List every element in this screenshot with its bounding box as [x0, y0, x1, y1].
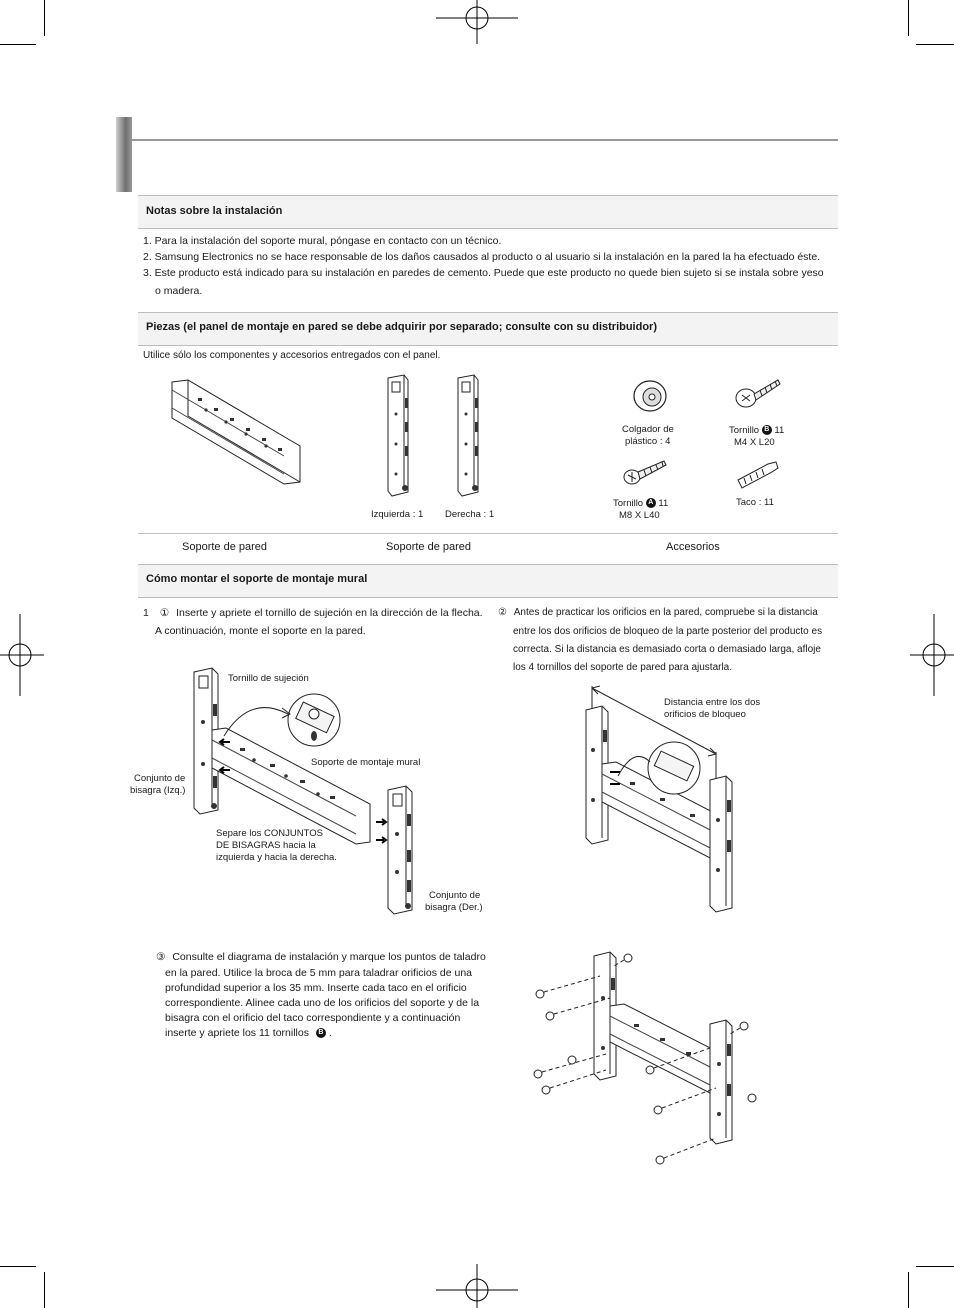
- screw-m4-size: M4 X L20: [734, 437, 775, 448]
- screw-m4-icon: [734, 378, 782, 412]
- screw-m8-count: 11: [658, 498, 669, 509]
- title-rule: [132, 139, 838, 141]
- crop-mark: [0, 1266, 36, 1267]
- note-3-cont: o madera.: [155, 285, 203, 297]
- anchor-label: Taco : 11: [736, 497, 774, 508]
- crop-mark: [916, 1266, 954, 1267]
- step2-line2: entre los dos orificios de bloqueo de la parte posterior del producto es: [513, 626, 823, 637]
- screw-m8-name: Tornillo: [613, 498, 644, 509]
- footer-hinges: Soporte de pared: [386, 541, 472, 553]
- fig1-hinge-right-1: Conjunto de: [429, 890, 481, 901]
- step2-line1: [498, 604, 818, 622]
- step1-text-1: Inserte y apriete el tornillo de sujeción en la dirección de la flecha.: [176, 607, 483, 619]
- parts-footer-rule: [138, 533, 838, 534]
- screw-m4-count: 11: [774, 425, 785, 436]
- step2-line3: correcta. Si la distancia es demasiado corta o demasiado larga, afloje: [513, 644, 821, 655]
- registration-mark-right: [910, 614, 954, 696]
- screw-m8-label: [613, 498, 668, 510]
- registration-mark-left: [0, 614, 44, 696]
- plastic-hanger-icon: [630, 378, 672, 414]
- screw-b-icon: B: [762, 425, 772, 435]
- notes-header-text: Notas sobre la instalación: [146, 205, 283, 217]
- step3-line4: correspondiente. Alinee cada uno de los orificios del soporte y de la: [165, 997, 480, 1009]
- assembly-figure-1: [190, 664, 430, 920]
- step3-line1: [156, 950, 486, 965]
- screw-a-icon: A: [646, 498, 656, 508]
- registration-mark-bottom: [436, 1264, 518, 1308]
- step2-marker: ②: [498, 607, 507, 618]
- step3-line2: en la pared. Utilice la broca de 5 mm para taladrar orificios de una: [165, 967, 472, 979]
- step3-text-6: inserte y apriete los 11 tornillos: [165, 1027, 309, 1039]
- fig1-separate-1: Separe los CONJUNTOS: [216, 828, 323, 839]
- assembly-figure-3: [530, 948, 780, 1168]
- crop-mark: [916, 44, 954, 45]
- fig1-hinge-left-1: Conjunto de: [134, 773, 186, 784]
- hinge-left-illustration: [384, 374, 414, 500]
- crop-mark: [44, 1272, 45, 1308]
- fig1-bracket-label: Soporte de montaje mural: [311, 757, 421, 768]
- parts-intro: Utilice sólo los componentes y accesorios entregados con el panel.: [143, 350, 441, 361]
- screw-m8-size: M8 X L40: [619, 510, 660, 521]
- crop-mark: [908, 0, 909, 36]
- wall-plate-illustration: [168, 378, 304, 484]
- step2-line4: los 4 tornillos del soporte de pared para ajustarla.: [513, 662, 733, 673]
- parts-header: [138, 312, 838, 346]
- step3-marker: ③: [156, 951, 166, 963]
- notes-header: [138, 195, 838, 229]
- step3-line5: bisagra con el orificio del taco correspondiente y a continuación: [165, 1012, 461, 1024]
- fig1-separate-2: DE BISAGRAS hacia la: [216, 840, 316, 851]
- footer-accessories: Accesorios: [666, 541, 720, 553]
- mount-header: [138, 564, 838, 598]
- step3-end: .: [328, 1027, 332, 1039]
- wall-anchor-icon: [734, 458, 780, 492]
- step3-line3: profundidad superior a los 35 mm. Inserte cada taco en el orificio: [165, 982, 467, 994]
- fig1-separate-3: izquierda y hacia la derecha.: [216, 852, 337, 863]
- hinge-right-illustration: [454, 374, 484, 500]
- crop-mark: [908, 1272, 909, 1308]
- note-3: 3. Este producto está indicado para su instalación en paredes de cemento. Puede que este producto no quede bien sujeto si se instala sobre yeso: [143, 267, 824, 279]
- screw-m4-label: [729, 425, 784, 437]
- registration-mark-top: [436, 0, 518, 44]
- fig1-hinge-right-2: bisagra (Der.): [425, 902, 483, 913]
- right-hinge-label: Derecha : 1: [445, 509, 495, 520]
- step-number: 1: [143, 607, 149, 619]
- note-1: 1. Para la instalación del soporte mural, póngase en contacto con un técnico.: [143, 235, 502, 247]
- step1-marker: ①: [159, 607, 170, 619]
- footer-wall-plate: Soporte de pared: [182, 541, 268, 553]
- parts-header-text: Piezas (el panel de montaje en pared se debe adquirir por separado; consulte con su distribuidor): [146, 321, 658, 333]
- crop-mark: [44, 0, 45, 36]
- fig2-distance-2: orificios de bloqueo: [664, 709, 746, 720]
- screw-b-icon: B: [316, 1028, 326, 1038]
- screw-m4-name: Tornillo: [729, 425, 760, 436]
- title-bar-accent: [116, 117, 132, 192]
- mount-header-text: Cómo montar el soporte de montaje mural: [146, 573, 368, 585]
- note-2: 2. Samsung Electronics no se hace responsable de los daños causados al producto o al usuario si la instalación en la pared la ha efectuado éste.: [143, 251, 821, 263]
- left-hinge-label: Izquierda : 1: [371, 509, 424, 520]
- hanger-label-1: Colgador de: [622, 424, 674, 435]
- step1-line1: [143, 604, 483, 622]
- crop-mark: [0, 44, 36, 45]
- step1-line2: A continuación, monte el soporte en la pared.: [155, 625, 366, 637]
- step3-text-1: Consulte el diagrama de instalación y marque los puntos de taladro: [172, 951, 486, 963]
- fig1-hinge-left-2: bisagra (Izq.): [130, 785, 186, 796]
- fig2-distance-1: Distancia entre los dos: [664, 697, 761, 708]
- hanger-label-2: plástico : 4: [625, 436, 671, 447]
- fig1-screw-label: Tornillo de sujeción: [228, 673, 309, 684]
- screw-m8-icon: [622, 458, 668, 488]
- step3-line6: [165, 1026, 332, 1041]
- step2-text-1: Antes de practicar los orificios en la pared, compruebe si la distancia: [513, 607, 818, 618]
